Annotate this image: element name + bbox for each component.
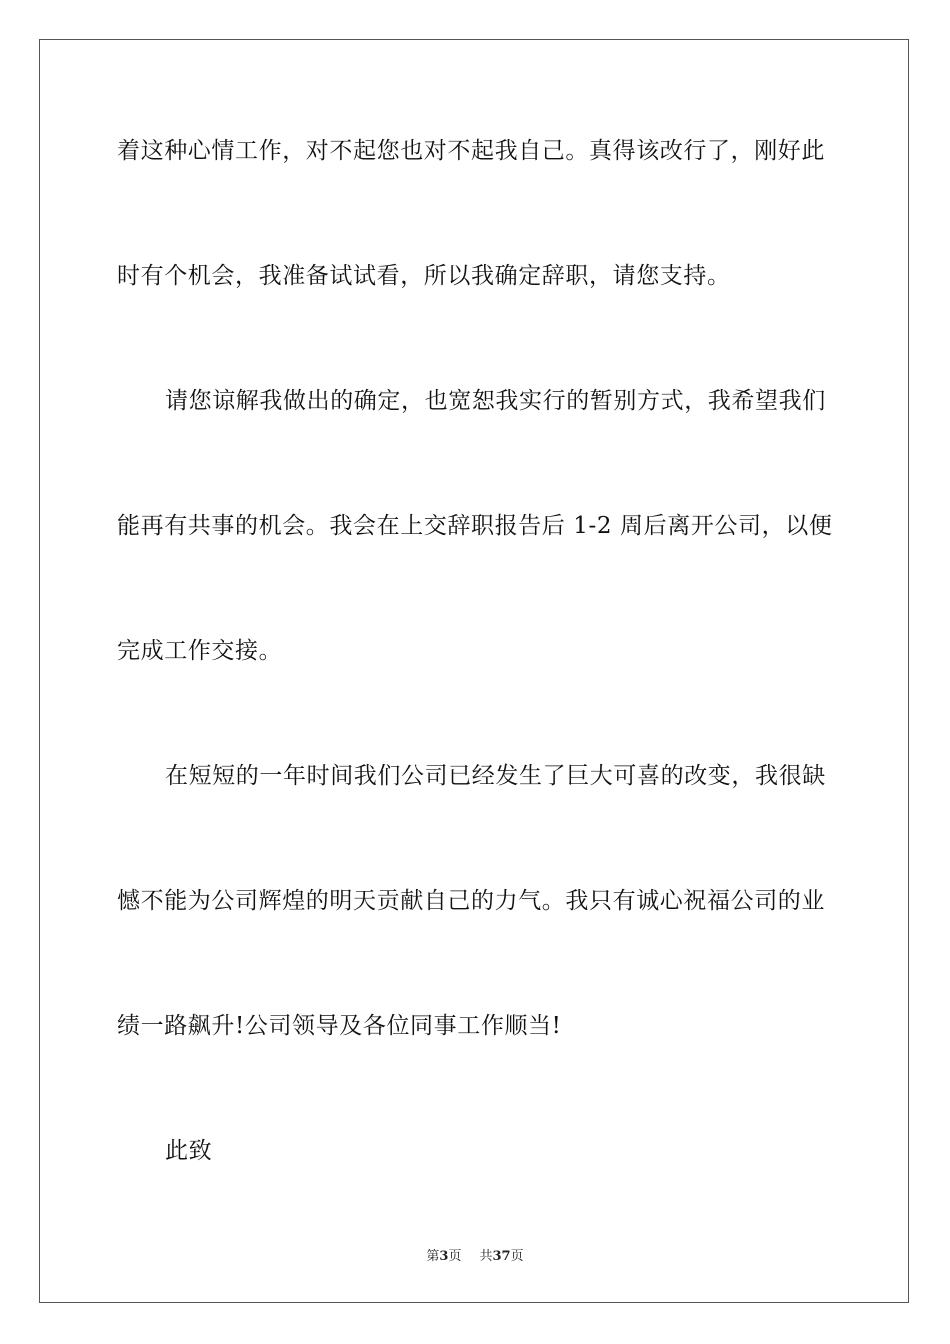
total-suffix: 页: [510, 1249, 524, 1264]
text-line-3: 请您谅解我做出的确定，也宽恕我实行的暂别方式，我希望我们: [165, 388, 826, 414]
page-suffix: 页: [448, 1249, 462, 1264]
text-line-4: 能再有共事的机会。我会在上交辞职报告后 1-2 周后离开公司，以便: [117, 513, 833, 539]
text-line-1: 着这种心情工作，对不起您也对不起我自己。真得该改行了，刚好此: [117, 138, 825, 164]
closing-salutation: 此致: [165, 1138, 213, 1164]
total-prefix: 共: [479, 1249, 493, 1264]
text-line-7: 憾不能为公司辉煌的明天贡献自己的力气。我只有诚心祝福公司的业: [117, 888, 825, 914]
page-number: 3: [439, 1249, 449, 1264]
total-pages: 37: [492, 1249, 511, 1264]
text-line-5: 完成工作交接。: [117, 638, 283, 664]
text-line-2: 时有个机会，我准备试试看，所以我确定辞职，请您支持。: [117, 263, 731, 289]
text-line-8: 绩一路飙升!公司领导及各位同事工作顺当!: [117, 1013, 562, 1039]
page-footer: [0, 1248, 950, 1266]
page-prefix: 第: [426, 1249, 440, 1264]
text-line-6: 在短短的一年时间我们公司已经发生了巨大可喜的改变，我很缺: [165, 763, 826, 789]
page-frame: [39, 39, 909, 1303]
